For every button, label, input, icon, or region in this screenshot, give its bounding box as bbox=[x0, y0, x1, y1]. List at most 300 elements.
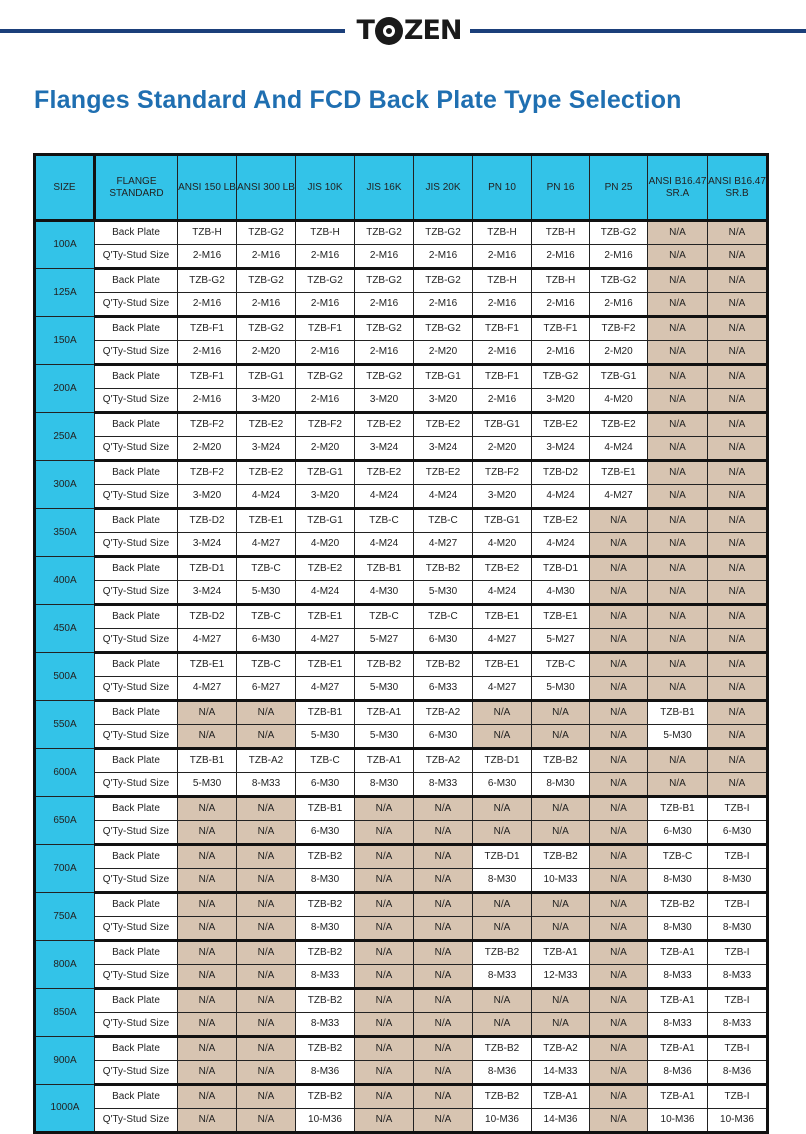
stud-size-cell: N/A bbox=[178, 1061, 237, 1085]
back-plate-cell: TZB-I bbox=[708, 941, 768, 965]
back-plate-cell: TZB-B2 bbox=[355, 653, 414, 677]
table-row bbox=[35, 533, 768, 557]
back-plate-cell: N/A bbox=[708, 557, 768, 581]
table-row bbox=[35, 509, 768, 533]
stud-size-cell: N/A bbox=[648, 293, 708, 317]
back-plate-cell: TZB-B2 bbox=[296, 845, 355, 869]
back-plate-cell: N/A bbox=[648, 317, 708, 341]
row-label: Q'Ty-Stud Size bbox=[95, 389, 178, 413]
stud-size-cell: N/A bbox=[355, 1061, 414, 1085]
stud-size-cell: 2-M16 bbox=[473, 293, 532, 317]
back-plate-cell: TZB-E2 bbox=[473, 557, 532, 581]
stud-size-cell: N/A bbox=[237, 821, 296, 845]
back-plate-cell: N/A bbox=[355, 1085, 414, 1109]
back-plate-cell: TZB-E1 bbox=[296, 653, 355, 677]
stud-size-cell: 8-M30 bbox=[532, 773, 590, 797]
back-plate-cell: N/A bbox=[708, 605, 768, 629]
row-label: Back Plate bbox=[95, 269, 178, 293]
stud-size-cell: 4-M24 bbox=[355, 485, 414, 509]
stud-size-cell: 4-M27 bbox=[296, 677, 355, 701]
back-plate-cell: TZB-E1 bbox=[237, 509, 296, 533]
header-rule-left bbox=[0, 29, 345, 33]
stud-size-cell: 2-M20 bbox=[237, 341, 296, 365]
back-plate-cell: TZB-F1 bbox=[178, 365, 237, 389]
stud-size-cell: N/A bbox=[590, 629, 648, 653]
stud-size-cell: N/A bbox=[355, 869, 414, 893]
back-plate-cell: TZB-F1 bbox=[178, 317, 237, 341]
stud-size-cell: 4-M30 bbox=[532, 581, 590, 605]
stud-size-cell: N/A bbox=[355, 965, 414, 989]
stud-size-cell: 4-M27 bbox=[178, 629, 237, 653]
stud-size-cell: 4-M27 bbox=[296, 629, 355, 653]
table-row bbox=[35, 461, 768, 485]
stud-size-cell: 5-M30 bbox=[414, 581, 473, 605]
stud-size-cell: 4-M24 bbox=[532, 485, 590, 509]
stud-size-cell: 2-M16 bbox=[590, 245, 648, 269]
stud-size-cell: N/A bbox=[648, 533, 708, 557]
stud-size-cell: 4-M24 bbox=[237, 485, 296, 509]
back-plate-cell: N/A bbox=[648, 269, 708, 293]
back-plate-cell: TZB-E2 bbox=[414, 413, 473, 437]
back-plate-cell: TZB-A2 bbox=[532, 1037, 590, 1061]
stud-size-cell: 6-M30 bbox=[414, 629, 473, 653]
row-label: Back Plate bbox=[95, 941, 178, 965]
stud-size-cell: 8-M33 bbox=[708, 965, 768, 989]
stud-size-cell: 2-M16 bbox=[296, 245, 355, 269]
back-plate-cell: TZB-G2 bbox=[355, 269, 414, 293]
stud-size-cell: N/A bbox=[414, 965, 473, 989]
stud-size-cell: N/A bbox=[414, 821, 473, 845]
size-cell: 650A bbox=[35, 797, 95, 845]
row-label: Q'Ty-Stud Size bbox=[95, 1013, 178, 1037]
back-plate-cell: N/A bbox=[708, 413, 768, 437]
row-label: Back Plate bbox=[95, 557, 178, 581]
stud-size-cell: N/A bbox=[237, 917, 296, 941]
size-cell: 200A bbox=[35, 365, 95, 413]
back-plate-cell: TZB-B2 bbox=[473, 1085, 532, 1109]
back-plate-cell: TZB-B1 bbox=[648, 797, 708, 821]
stud-size-cell: 3-M24 bbox=[355, 437, 414, 461]
stud-size-cell: 2-M20 bbox=[590, 341, 648, 365]
table-row bbox=[35, 557, 768, 581]
table-row bbox=[35, 341, 768, 365]
table-row bbox=[35, 701, 768, 725]
back-plate-cell: TZB-B2 bbox=[414, 653, 473, 677]
back-plate-cell: TZB-G2 bbox=[414, 269, 473, 293]
back-plate-cell: TZB-B2 bbox=[532, 845, 590, 869]
stud-size-cell: 4-M20 bbox=[590, 389, 648, 413]
column-header: ANSI B16.47 SR.A bbox=[648, 155, 708, 221]
back-plate-cell: N/A bbox=[708, 221, 768, 245]
stud-size-cell: 4-M24 bbox=[296, 581, 355, 605]
stud-size-cell: N/A bbox=[355, 1013, 414, 1037]
back-plate-cell: TZB-F1 bbox=[473, 317, 532, 341]
row-label: Q'Ty-Stud Size bbox=[95, 485, 178, 509]
stud-size-cell: 5-M27 bbox=[355, 629, 414, 653]
size-cell: 125A bbox=[35, 269, 95, 317]
row-label: Q'Ty-Stud Size bbox=[95, 1109, 178, 1133]
stud-size-cell: 3-M20 bbox=[355, 389, 414, 413]
back-plate-cell: N/A bbox=[532, 797, 590, 821]
stud-size-cell: N/A bbox=[414, 869, 473, 893]
back-plate-cell: TZB-A1 bbox=[648, 1085, 708, 1109]
size-cell: 550A bbox=[35, 701, 95, 749]
stud-size-cell: 8-M36 bbox=[648, 1061, 708, 1085]
stud-size-cell: N/A bbox=[355, 917, 414, 941]
row-label: Q'Ty-Stud Size bbox=[95, 773, 178, 797]
stud-size-cell: 5-M30 bbox=[178, 773, 237, 797]
back-plate-cell: N/A bbox=[178, 941, 237, 965]
back-plate-cell: TZB-F2 bbox=[296, 413, 355, 437]
stud-size-cell: 8-M33 bbox=[414, 773, 473, 797]
stud-size-cell: 8-M30 bbox=[708, 917, 768, 941]
stud-size-cell: 2-M16 bbox=[178, 293, 237, 317]
table-row bbox=[35, 821, 768, 845]
table-row bbox=[35, 677, 768, 701]
size-cell: 700A bbox=[35, 845, 95, 893]
back-plate-cell: TZB-G1 bbox=[473, 413, 532, 437]
table-row bbox=[35, 317, 768, 341]
column-header: JIS 20K bbox=[414, 155, 473, 221]
back-plate-cell: N/A bbox=[414, 941, 473, 965]
table-row bbox=[35, 749, 768, 773]
column-header: JIS 16K bbox=[355, 155, 414, 221]
stud-size-cell: N/A bbox=[178, 917, 237, 941]
stud-size-cell: 3-M20 bbox=[473, 485, 532, 509]
stud-size-cell: 2-M20 bbox=[414, 341, 473, 365]
size-cell: 150A bbox=[35, 317, 95, 365]
back-plate-cell: TZB-B1 bbox=[648, 701, 708, 725]
stud-size-cell: 4-M20 bbox=[473, 533, 532, 557]
table-row bbox=[35, 485, 768, 509]
table-row bbox=[35, 965, 768, 989]
page-header bbox=[0, 0, 806, 60]
column-header: ANSI 300 LB bbox=[237, 155, 296, 221]
row-label: Q'Ty-Stud Size bbox=[95, 869, 178, 893]
stud-size-cell: 2-M16 bbox=[178, 245, 237, 269]
stud-size-cell: 4-M24 bbox=[473, 581, 532, 605]
stud-size-cell: N/A bbox=[532, 821, 590, 845]
back-plate-cell: N/A bbox=[237, 797, 296, 821]
row-label: Q'Ty-Stud Size bbox=[95, 965, 178, 989]
stud-size-cell: N/A bbox=[414, 917, 473, 941]
row-label: Back Plate bbox=[95, 413, 178, 437]
back-plate-cell: TZB-B2 bbox=[296, 989, 355, 1013]
size-cell: 500A bbox=[35, 653, 95, 701]
back-plate-cell: TZB-G2 bbox=[414, 221, 473, 245]
stud-size-cell: N/A bbox=[237, 1013, 296, 1037]
stud-size-cell: N/A bbox=[355, 1109, 414, 1133]
stud-size-cell: 5-M30 bbox=[648, 725, 708, 749]
back-plate-cell: N/A bbox=[178, 989, 237, 1013]
stud-size-cell: 8-M30 bbox=[648, 917, 708, 941]
stud-size-cell: 2-M16 bbox=[178, 341, 237, 365]
table-row bbox=[35, 653, 768, 677]
stud-size-cell: 2-M16 bbox=[532, 341, 590, 365]
back-plate-cell: N/A bbox=[473, 701, 532, 725]
back-plate-cell: TZB-G1 bbox=[473, 509, 532, 533]
back-plate-cell: TZB-B1 bbox=[296, 701, 355, 725]
row-label: Q'Ty-Stud Size bbox=[95, 629, 178, 653]
stud-size-cell: 8-M33 bbox=[296, 1013, 355, 1037]
stud-size-cell: 3-M20 bbox=[532, 389, 590, 413]
back-plate-cell: N/A bbox=[648, 605, 708, 629]
stud-size-cell: 6-M33 bbox=[414, 677, 473, 701]
table-row bbox=[35, 1061, 768, 1085]
stud-size-cell: 8-M36 bbox=[473, 1061, 532, 1085]
stud-size-cell: N/A bbox=[532, 917, 590, 941]
back-plate-cell: N/A bbox=[532, 701, 590, 725]
back-plate-cell: N/A bbox=[590, 653, 648, 677]
stud-size-cell: 5-M30 bbox=[532, 677, 590, 701]
back-plate-cell: TZB-B2 bbox=[414, 557, 473, 581]
stud-size-cell: N/A bbox=[237, 965, 296, 989]
stud-size-cell: 4-M20 bbox=[296, 533, 355, 557]
back-plate-cell: N/A bbox=[178, 1085, 237, 1109]
size-cell: 1000A bbox=[35, 1085, 95, 1133]
back-plate-cell: N/A bbox=[648, 509, 708, 533]
stud-size-cell: N/A bbox=[648, 437, 708, 461]
back-plate-cell: N/A bbox=[708, 365, 768, 389]
stud-size-cell: N/A bbox=[237, 1061, 296, 1085]
stud-size-cell: N/A bbox=[355, 821, 414, 845]
back-plate-cell: N/A bbox=[355, 941, 414, 965]
back-plate-cell: TZB-B2 bbox=[296, 1085, 355, 1109]
stud-size-cell: 8-M33 bbox=[473, 965, 532, 989]
back-plate-cell: TZB-H bbox=[532, 221, 590, 245]
stud-size-cell: N/A bbox=[590, 725, 648, 749]
stud-size-cell: 12-M33 bbox=[532, 965, 590, 989]
back-plate-cell: N/A bbox=[414, 1085, 473, 1109]
back-plate-cell: TZB-B1 bbox=[355, 557, 414, 581]
logo-letters-end: ZEN bbox=[403, 14, 462, 46]
back-plate-cell: TZB-E2 bbox=[237, 413, 296, 437]
row-label: Q'Ty-Stud Size bbox=[95, 293, 178, 317]
back-plate-cell: TZB-D1 bbox=[532, 557, 590, 581]
stud-size-cell: 5-M30 bbox=[296, 725, 355, 749]
stud-size-cell: 6-M30 bbox=[296, 821, 355, 845]
back-plate-cell: TZB-D2 bbox=[178, 605, 237, 629]
table-row bbox=[35, 1037, 768, 1061]
back-plate-cell: TZB-G1 bbox=[296, 509, 355, 533]
stud-size-cell: N/A bbox=[648, 773, 708, 797]
back-plate-cell: N/A bbox=[355, 893, 414, 917]
stud-size-cell: N/A bbox=[708, 677, 768, 701]
back-plate-cell: N/A bbox=[414, 893, 473, 917]
stud-size-cell: 8-M33 bbox=[296, 965, 355, 989]
row-label: Back Plate bbox=[95, 701, 178, 725]
stud-size-cell: N/A bbox=[473, 725, 532, 749]
column-header: PN 10 bbox=[473, 155, 532, 221]
stud-size-cell: 6-M30 bbox=[708, 821, 768, 845]
back-plate-cell: N/A bbox=[237, 1085, 296, 1109]
back-plate-cell: TZB-G2 bbox=[237, 269, 296, 293]
stud-size-cell: 10-M33 bbox=[532, 869, 590, 893]
back-plate-cell: N/A bbox=[708, 509, 768, 533]
stud-size-cell: N/A bbox=[590, 677, 648, 701]
stud-size-cell: 2-M16 bbox=[237, 245, 296, 269]
back-plate-cell: N/A bbox=[590, 1037, 648, 1061]
stud-size-cell: 8-M30 bbox=[473, 869, 532, 893]
back-plate-cell: N/A bbox=[708, 749, 768, 773]
stud-size-cell: N/A bbox=[178, 869, 237, 893]
stud-size-cell: N/A bbox=[648, 341, 708, 365]
stud-size-cell: N/A bbox=[590, 773, 648, 797]
back-plate-cell: N/A bbox=[178, 1037, 237, 1061]
table-row bbox=[35, 989, 768, 1013]
back-plate-cell: TZB-I bbox=[708, 893, 768, 917]
back-plate-cell: N/A bbox=[237, 845, 296, 869]
stud-size-cell: N/A bbox=[590, 917, 648, 941]
header-rule-right bbox=[470, 29, 806, 33]
back-plate-cell: TZB-G2 bbox=[590, 221, 648, 245]
stud-size-cell: 2-M16 bbox=[532, 293, 590, 317]
stud-size-cell: 14-M33 bbox=[532, 1061, 590, 1085]
stud-size-cell: N/A bbox=[590, 533, 648, 557]
column-header: ANSI B16.47 SR.B bbox=[708, 155, 768, 221]
table-row bbox=[35, 221, 768, 245]
back-plate-cell: TZB-B2 bbox=[296, 893, 355, 917]
back-plate-cell: TZB-G2 bbox=[296, 365, 355, 389]
stud-size-cell: 2-M16 bbox=[414, 293, 473, 317]
back-plate-cell: TZB-E2 bbox=[532, 413, 590, 437]
row-label: Back Plate bbox=[95, 509, 178, 533]
stud-size-cell: 4-M24 bbox=[355, 533, 414, 557]
back-plate-cell: TZB-A1 bbox=[355, 749, 414, 773]
back-plate-cell: N/A bbox=[648, 749, 708, 773]
back-plate-cell: TZB-C bbox=[414, 605, 473, 629]
stud-size-cell: 3-M24 bbox=[178, 533, 237, 557]
stud-size-cell: N/A bbox=[708, 245, 768, 269]
back-plate-cell: N/A bbox=[708, 317, 768, 341]
size-cell: 800A bbox=[35, 941, 95, 989]
back-plate-cell: TZB-I bbox=[708, 1037, 768, 1061]
back-plate-cell: TZB-F2 bbox=[178, 461, 237, 485]
stud-size-cell: N/A bbox=[648, 485, 708, 509]
stud-size-cell: N/A bbox=[590, 869, 648, 893]
back-plate-cell: N/A bbox=[708, 701, 768, 725]
stud-size-cell: 8-M30 bbox=[296, 917, 355, 941]
stud-size-cell: 2-M16 bbox=[414, 245, 473, 269]
stud-size-cell: N/A bbox=[237, 725, 296, 749]
stud-size-cell: 2-M20 bbox=[178, 437, 237, 461]
back-plate-cell: TZB-F2 bbox=[590, 317, 648, 341]
back-plate-cell: N/A bbox=[237, 1037, 296, 1061]
table-row bbox=[35, 893, 768, 917]
stud-size-cell: 8-M30 bbox=[648, 869, 708, 893]
back-plate-cell: TZB-G1 bbox=[414, 365, 473, 389]
back-plate-cell: TZB-D2 bbox=[178, 509, 237, 533]
stud-size-cell: N/A bbox=[178, 821, 237, 845]
back-plate-cell: N/A bbox=[237, 941, 296, 965]
stud-size-cell: 4-M27 bbox=[473, 629, 532, 653]
stud-size-cell: 14-M36 bbox=[532, 1109, 590, 1133]
row-label: Q'Ty-Stud Size bbox=[95, 533, 178, 557]
table-row bbox=[35, 1085, 768, 1109]
stud-size-cell: N/A bbox=[708, 485, 768, 509]
back-plate-cell: N/A bbox=[590, 557, 648, 581]
stud-size-cell: N/A bbox=[590, 1013, 648, 1037]
table-row bbox=[35, 845, 768, 869]
table-row bbox=[35, 413, 768, 437]
back-plate-cell: TZB-C bbox=[237, 605, 296, 629]
stud-size-cell: 2-M16 bbox=[296, 341, 355, 365]
size-cell: 450A bbox=[35, 605, 95, 653]
back-plate-cell: TZB-G2 bbox=[237, 317, 296, 341]
back-plate-cell: N/A bbox=[237, 989, 296, 1013]
row-label: Back Plate bbox=[95, 653, 178, 677]
page-title: Flanges Standard And FCD Back Plate Type Selection bbox=[34, 86, 682, 114]
stud-size-cell: 10-M36 bbox=[296, 1109, 355, 1133]
back-plate-cell: N/A bbox=[178, 701, 237, 725]
back-plate-cell: TZB-G2 bbox=[355, 365, 414, 389]
row-label: Back Plate bbox=[95, 1085, 178, 1109]
column-header: ANSI 150 LB bbox=[178, 155, 237, 221]
stud-size-cell: 3-M24 bbox=[237, 437, 296, 461]
back-plate-cell: TZB-E2 bbox=[355, 461, 414, 485]
back-plate-cell: N/A bbox=[414, 845, 473, 869]
stud-size-cell: N/A bbox=[532, 1013, 590, 1037]
stud-size-cell: N/A bbox=[590, 581, 648, 605]
back-plate-cell: N/A bbox=[590, 1085, 648, 1109]
stud-size-cell: 8-M33 bbox=[708, 1013, 768, 1037]
back-plate-cell: N/A bbox=[590, 797, 648, 821]
table-row bbox=[35, 365, 768, 389]
stud-size-cell: 8-M36 bbox=[708, 1061, 768, 1085]
table-row bbox=[35, 293, 768, 317]
stud-size-cell: 6-M30 bbox=[414, 725, 473, 749]
table-row bbox=[35, 869, 768, 893]
row-label: Q'Ty-Stud Size bbox=[95, 581, 178, 605]
back-plate-cell: TZB-G2 bbox=[590, 269, 648, 293]
back-plate-cell: TZB-A1 bbox=[648, 1037, 708, 1061]
stud-size-cell: N/A bbox=[178, 1109, 237, 1133]
back-plate-cell: N/A bbox=[355, 845, 414, 869]
stud-size-cell: 5-M30 bbox=[355, 725, 414, 749]
stud-size-cell: 2-M16 bbox=[355, 293, 414, 317]
stud-size-cell: N/A bbox=[590, 1109, 648, 1133]
back-plate-cell: TZB-E2 bbox=[355, 413, 414, 437]
back-plate-cell: N/A bbox=[590, 605, 648, 629]
back-plate-cell: TZB-E1 bbox=[178, 653, 237, 677]
back-plate-cell: N/A bbox=[355, 797, 414, 821]
back-plate-cell: TZB-A1 bbox=[648, 941, 708, 965]
stud-size-cell: 5-M27 bbox=[532, 629, 590, 653]
stud-size-cell: 6-M30 bbox=[237, 629, 296, 653]
back-plate-cell: N/A bbox=[708, 653, 768, 677]
back-plate-cell: TZB-C bbox=[532, 653, 590, 677]
stud-size-cell: 10-M36 bbox=[708, 1109, 768, 1133]
back-plate-cell: TZB-A2 bbox=[414, 701, 473, 725]
back-plate-cell: TZB-B2 bbox=[473, 1037, 532, 1061]
row-label: Back Plate bbox=[95, 797, 178, 821]
row-label: Q'Ty-Stud Size bbox=[95, 341, 178, 365]
stud-size-cell: 2-M16 bbox=[473, 389, 532, 413]
row-label: Q'Ty-Stud Size bbox=[95, 245, 178, 269]
back-plate-cell: TZB-E1 bbox=[473, 653, 532, 677]
stud-size-cell: 2-M16 bbox=[355, 341, 414, 365]
stud-size-cell: 3-M24 bbox=[414, 437, 473, 461]
back-plate-cell: N/A bbox=[590, 989, 648, 1013]
back-plate-cell: TZB-I bbox=[708, 1085, 768, 1109]
back-plate-cell: TZB-C bbox=[355, 509, 414, 533]
stud-size-cell: 4-M24 bbox=[590, 437, 648, 461]
logo-o-icon bbox=[375, 17, 403, 45]
stud-size-cell: 2-M16 bbox=[296, 389, 355, 413]
back-plate-cell: TZB-E1 bbox=[296, 605, 355, 629]
stud-size-cell: 5-M30 bbox=[355, 677, 414, 701]
row-label: Back Plate bbox=[95, 365, 178, 389]
